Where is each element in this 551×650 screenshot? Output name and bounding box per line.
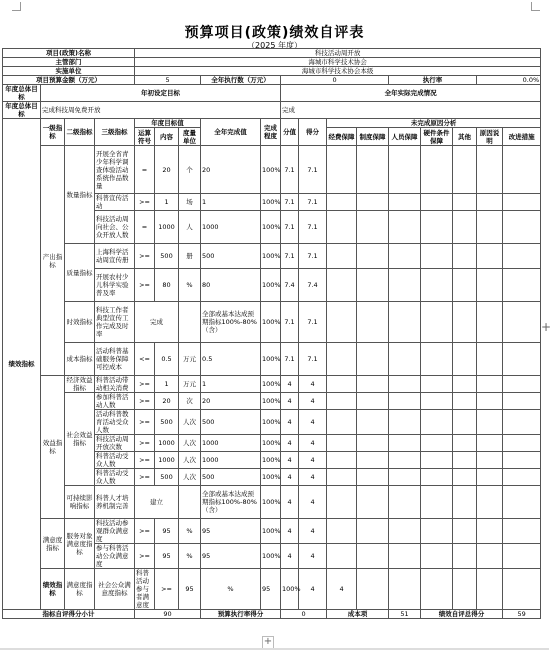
target-cell: 1000 [155,452,179,469]
actual-cell: 20 [201,146,261,194]
benefit-indicator-label: 效益指标 [41,376,65,519]
weight-cell: 4 [281,435,299,452]
table-row [3,302,541,343]
target-cell: 500 [155,469,179,486]
degree-cell: 100% [261,435,281,452]
l3-cell: 活动科普基础服务保障可控成本 [95,343,135,376]
actual-cell: 1000 [201,452,261,469]
satisfaction-indicator-label: 满意度指标 [41,519,65,569]
score-cell: 4 [327,569,357,610]
l3-cell: 上海科学活动周宣传册 [95,244,135,269]
weight-cell: 7.1 [281,211,299,244]
add-column-icon[interactable]: + [541,320,551,334]
crop-mark-right [531,2,540,11]
target-cell: 80 [155,269,179,302]
unit-label: 实施单位 [3,67,135,76]
score-cell: 7.1 [299,194,327,211]
score-cell: 7.1 [299,146,327,194]
degree-header: 完成程度 [261,119,281,146]
goal-header-row [3,85,541,102]
score-cell: 4 [299,486,327,519]
budget-label: 项目预算金额（万元） [3,76,135,85]
l2-service: 服务对象满意度指标 [65,519,95,569]
a4-header: 硬件条件保障 [421,128,453,146]
score-cell: 4 [299,544,327,569]
degree-cell: 100% [261,376,281,393]
unit-cell: 场 [179,194,201,211]
unit-cell: 册 [179,244,201,269]
rate-value: 0.0% [477,76,541,85]
weight-cell: 4 [281,376,299,393]
weight-cell: 7.1 [281,343,299,376]
total-score-value: 59 [503,610,541,619]
op-cell: >= [135,269,155,302]
score-cell: 7.1 [299,244,327,269]
project-name-label: 项目(政策)名称 [3,49,135,58]
target-cell: 500 [155,410,179,435]
target-cell: 95 [155,544,179,569]
info-row-budget [3,76,541,85]
project-name-value: 科技活动周开放 [135,49,541,58]
l3-cell: 科普活动带动相关消费 [95,376,135,393]
actual-goal-value: 完成 [281,102,541,119]
op-cell: >= [135,194,155,211]
table-row [3,146,541,194]
degree-cell: 100% [281,569,299,610]
budget-value: 5 [135,76,201,85]
target-cell: 建立 [135,486,179,519]
unit-cell [179,302,201,343]
l3-cell: 科普宣传活动 [95,194,135,211]
info-row-unit [3,67,541,76]
score-cell: 4 [299,435,327,452]
score-cell: 4 [299,376,327,393]
degree-cell: 100% [261,244,281,269]
score-header: 得分 [299,119,327,146]
unit-cell: 人次 [179,410,201,435]
score-cell: 7.1 [299,211,327,244]
exec-value: 0 [281,76,389,85]
total-score-label: 绩效自评总得分 [421,610,503,619]
document-year: （2025 年度） [247,41,302,50]
unit-cell: 人次 [179,469,201,486]
l3-cell: 科技活动周开放次数 [95,435,135,452]
footer-row [3,610,541,619]
crop-mark-left [12,2,21,11]
output-indicator-label: 产出指标 [41,146,65,376]
unit-cell: 人次 [179,435,201,452]
degree-cell: 100% [261,486,281,519]
degree-cell: 100% [261,302,281,343]
analysis-header: 未完成原因分析 [327,119,541,128]
unit-cell: 万元 [179,376,201,393]
degree-cell: 100% [261,469,281,486]
score-cell: 7.4 [299,269,327,302]
info-row-name [3,49,541,58]
degree-cell: 100% [261,211,281,244]
table-row [3,519,541,544]
l2-econ: 经济效益指标 [66,376,93,392]
unit-cell: 人 [179,211,201,244]
op-cell: >= [155,569,179,610]
actual-cell: 0.5 [201,343,261,376]
weight-cell: 4 [281,469,299,486]
weight-cell: 4 [281,486,299,519]
weight-cell: 4 [281,393,299,410]
unit-header: 度量单位 [179,128,201,146]
overall-goal-label-2: 年度总体目标 [3,102,41,119]
l3-cell: 科普人才培养机制完善 [95,486,135,519]
op-cell: >= [135,410,155,435]
l2-quality: 质量指标 [65,244,95,302]
l3-cell: 参与科普活动公众满意度 [95,544,135,569]
score-cell: 4 [299,469,327,486]
info-row-dept [3,58,541,67]
a1-header: 经费保障 [327,128,357,146]
op-cell: >= [135,376,155,393]
l3-cell: 活动科普教育活动受众人数 [95,410,135,435]
actual-header: 全年完成值 [201,119,261,146]
plan-goal-label: 年初设定目标 [41,85,281,102]
l3-cell: 参加科普活动人数 [95,393,135,410]
actual-cell: 500 [201,410,261,435]
op-header: 运算符号 [135,128,155,146]
unit-cell [179,486,201,519]
unit-value: 海城市科学技术协会本级 [135,67,541,76]
a7-header: 改进措施 [503,128,541,146]
subtotal-value: 90 [135,610,201,619]
l2-quantity: 数量指标 [65,146,95,244]
dept-label: 主管部门 [3,58,135,67]
a2-header: 制度保障 [357,128,389,146]
table-row [3,569,541,610]
actual-cell: 500 [201,244,261,269]
l2-time: 时效指标 [65,302,95,343]
lvl2-header: 二级指标 [65,119,95,146]
goal-value-row [3,102,541,119]
weight-header: 分值 [281,119,299,146]
degree-cell: 100% [261,544,281,569]
weight-cell: 7.1 [281,194,299,211]
add-row-icon[interactable]: + [262,636,274,650]
table-row [3,244,541,269]
op-cell: >= [135,544,155,569]
op-cell: = [135,146,155,194]
target-header: 年度目标值 [135,119,201,128]
target-cell: 0.5 [155,343,179,376]
degree-cell: 100% [261,194,281,211]
l3-cell: 开展农村少儿科学实验普及率 [95,269,135,302]
score-cell: 4 [299,410,327,435]
op-cell: = [135,211,155,244]
actual-cell: 1 [201,194,261,211]
op-cell: >= [135,469,155,486]
degree-cell: 100% [261,343,281,376]
table-row [3,393,541,410]
op-cell: >= [135,393,155,410]
op-cell: >= [135,435,155,452]
target-cell: 20 [155,393,179,410]
dept-value: 海城市科学技术协会 [135,58,541,67]
target-cell: 20 [155,146,179,194]
l3-cell: 科技工作者典型宣传工作完成及时率 [95,302,135,343]
target-cell: 95 [179,569,201,610]
weight-cell: 7.4 [281,269,299,302]
weight-cell: 7.1 [281,302,299,343]
target-cell: 1 [155,376,179,393]
actual-cell: 1000 [201,435,261,452]
a5-header: 其他 [453,128,477,146]
score-cell: 7.1 [299,343,327,376]
weight-cell: 7.1 [281,146,299,194]
overall-goal-label: 年度总体目标 [3,85,41,102]
a6-header: 原因说明 [477,128,503,146]
degree-cell: 100% [261,519,281,544]
unit-cell: % [179,519,201,544]
unit-cell: 万元 [179,343,201,376]
table-row [3,486,541,519]
cost-value: 51 [389,610,421,619]
weight-cell: 4 [299,569,327,610]
target-cell: 500 [155,244,179,269]
actual-goal-label: 全年实际完成情况 [281,85,541,102]
unit-cell: 个 [179,146,201,194]
l2-sustain: 可持续影响指标 [65,486,95,519]
degree-cell: 100% [261,452,281,469]
cost-label: 成本项 [327,610,389,619]
table-row [3,343,541,376]
actual-cell: 95 [201,544,261,569]
target-cell: 完成 [135,302,179,343]
score-cell: 7.1 [299,302,327,343]
content-header: 内容 [155,128,179,146]
budget-score-value: 0 [281,610,327,619]
degree-cell: 100% [261,269,281,302]
exec-label: 全年执行数（万元） [201,76,281,85]
rate-label: 执行率 [389,76,477,85]
target-cell: 1000 [155,435,179,452]
l2-cost: 成本指标 [65,343,95,376]
op-cell: >= [135,452,155,469]
header-row-1 [3,119,541,128]
l3-cell: 科普活动受众人数 [95,452,135,469]
degree-cell: 100% [261,393,281,410]
score-cell: 4 [299,519,327,544]
actual-cell: 全部或基本达成预期指标100%-80%（含） [201,302,261,343]
weight-cell: 4 [281,410,299,435]
plan-goal-value: 完成科技周免费开放 [41,102,281,119]
weight-cell: 4 [281,519,299,544]
unit-cell: 次 [179,393,201,410]
score-cell: 4 [299,452,327,469]
l3-cell: 科普活动参与者满意度 [135,569,155,610]
target-cell: 95 [155,519,179,544]
evaluation-table [2,48,540,619]
target-cell: 1 [155,194,179,211]
l3-cell: 开展全省青少年科学调查体验活动系统作品数量 [95,146,135,194]
op-cell: >= [135,519,155,544]
actual-cell: 95 [261,569,281,610]
document-title: 预算项目(政策)绩效自评表 [184,25,365,41]
unit-cell: % [179,544,201,569]
op-cell: >= [135,244,155,269]
weight-cell: 4 [281,452,299,469]
l3-cell: 科普活动受众人数 [95,469,135,486]
perf-indicator-label-2: 绩效指标 [41,569,65,610]
l3-cell: 科技活动周向社会、公众开放人数 [95,211,135,244]
degree-cell: 100% [261,410,281,435]
actual-cell: 500 [201,469,261,486]
perf-indicator-label: 绩效指标 [3,119,41,610]
budget-score-label: 预算执行率得分 [201,610,281,619]
weight-cell: 7.1 [281,244,299,269]
score-cell: 4 [299,393,327,410]
actual-cell: 1000 [201,211,261,244]
degree-cell: 100% [261,146,281,194]
table-row [3,376,541,393]
target-cell: 1000 [155,211,179,244]
lvl1-header: 一级指标 [41,119,65,146]
unit-cell: 人次 [179,452,201,469]
l3-cell: 科技活动参观群众满意度 [95,519,135,544]
lvl3-header: 三级指标 [95,119,135,146]
weight-cell: 4 [281,544,299,569]
unit-cell: % [179,269,201,302]
l2-social: 社会效益指标 [65,393,95,486]
page-top-edge [0,0,549,12]
actual-cell: 95 [201,519,261,544]
subtotal-label: 指标自评得分小计 [3,610,135,619]
actual-cell: 1 [201,376,261,393]
op-cell: <= [135,343,155,376]
a3-header: 人员保障 [389,128,421,146]
satisfaction-indicator-label-2: 满意度指标 [65,569,95,610]
actual-cell: 全部或基本达成预期指标100%-80%（含） [201,486,261,519]
actual-cell: 20 [201,393,261,410]
l2-social-public: 社会公众满意度指标 [95,569,135,610]
unit-cell: % [201,569,261,610]
actual-cell: 80 [201,269,261,302]
